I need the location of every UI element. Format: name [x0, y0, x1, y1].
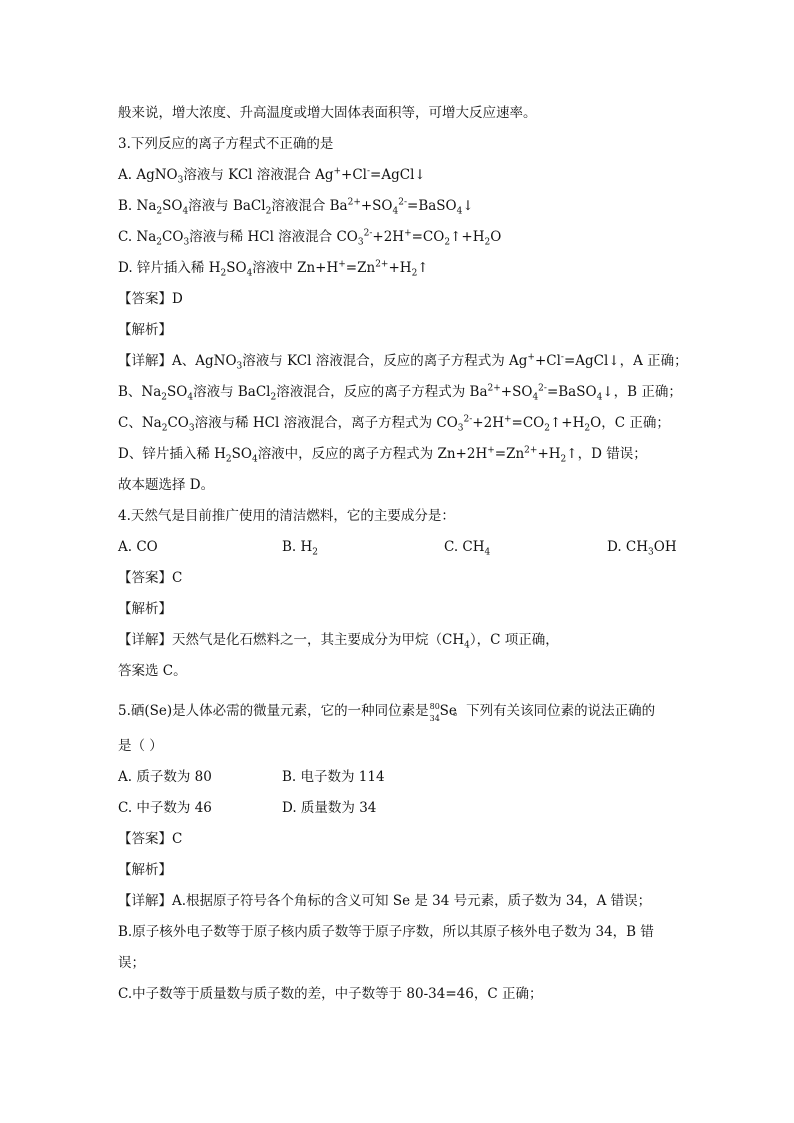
analysis-heading-3: 【解析】 — [118, 322, 172, 338]
q5-option-b: B. 电子数为 114 — [282, 769, 385, 785]
q3-option-b: B. $Na_2SO_4$溶液与 BaCl$_2$溶液混合 $Ba^{2+}+SO_4^{2-}=BaSO_4↓$ — [118, 197, 474, 217]
q5-option-a: A. 质子数为 80 — [118, 769, 212, 785]
detail-5b-cont: 误； — [118, 955, 145, 971]
q4-option-a: A. CO — [118, 539, 158, 555]
q5-option-c: C. 中子数为 46 — [118, 800, 212, 816]
answer-4: 【答案】C — [118, 570, 183, 586]
question-5: 5.硒(Se)是人体必需的微量元素，它的一种同位素是 80 34 Se 。下列有关该同位素的说法正确的 — [118, 702, 656, 723]
detail-3b: B、$Na_2SO_4$溶液与 BaCl$_2$溶液混合，反应的离子方程式为 $Ba^{2+}+SO_4^{2-}=BaSO_4↓$，B 正确； — [118, 383, 682, 403]
detail-5b: B.原子核外电子数等于原子核内质子数等于原子序数，所以其原子核外电子数为 34，B 错 — [118, 924, 654, 940]
q4-option-c: C. $CH_4$ — [444, 539, 491, 558]
analysis-heading-4: 【解析】 — [118, 601, 172, 617]
conclusion-3: 故本题选择 D。 — [118, 477, 215, 493]
question-3: 3.下列反应的离子方程式不正确的是 — [118, 136, 334, 152]
q4-option-b: B. $H_2$ — [282, 539, 319, 558]
question-4: 4.天然气是目前推广使用的清洁燃料，它的主要成分是： — [118, 508, 455, 524]
conclusion-4: 答案选 C。 — [118, 663, 187, 679]
q3-option-a: A. AgNO$_3$溶液与 KCl 溶液混合 Ag++Cl-=AgCl↓ — [118, 166, 426, 186]
text-line: 般来说，增大浓度、升高温度或增大固体表面积等，可增大反应速率。 — [118, 105, 537, 121]
detail-5a: 【详解】A.根据原子符号各个角标的含义可知 Se 是 34 号元素，质子数为 34，A 错误； — [118, 893, 652, 909]
q3-option-c: C. $Na_2CO_3$溶液与稀 HCl 溶液混合 $CO_3^{2-}+2H^+=CO_2↑+H_2O$ — [118, 228, 502, 248]
detail-5c: C.中子数等于质量数与质子数的差，中子数等于 80-34=46，C 正确； — [118, 986, 543, 1002]
detail-3d: D、锌片插入稀 $H_2SO_4$溶液中，反应的离子方程式为 $Zn+2H^+=Zn^{2+}+H_2↑$，D 错误； — [118, 445, 647, 465]
detail-4: 【详解】天然气是化石燃料之一，其主要成分为甲烷$(CH_4)$，C 项正确， — [118, 632, 559, 651]
q5-option-d: D. 质量数为 34 — [282, 800, 377, 816]
analysis-heading-5: 【解析】 — [118, 862, 172, 878]
isotope-notation: 80 34 Se — [429, 702, 457, 723]
question-5-cont: 是（ ） — [118, 738, 163, 754]
detail-3a: 【详解】A、AgNO$_3$溶液与 KCl 溶液混合，反应的离子方程式为 Ag++Cl-=AgCl↓，A 正确； — [118, 352, 688, 372]
detail-3c: C、$Na_2CO_3$溶液与稀 HCl 溶液混合，离子方程式为 $CO_3^{2-}+2H^+=CO_2↑+H_2O$，C 正确； — [118, 414, 670, 434]
answer-3: 【答案】D — [118, 291, 183, 307]
q4-option-d: D. $CH_3OH$ — [607, 539, 677, 558]
answer-5: 【答案】C — [118, 831, 183, 847]
q3-option-d: D. 锌片插入稀 $H_2SO_4$溶液中 $Zn+H^+=Zn^{2+}+H_2↑$ — [118, 259, 429, 279]
